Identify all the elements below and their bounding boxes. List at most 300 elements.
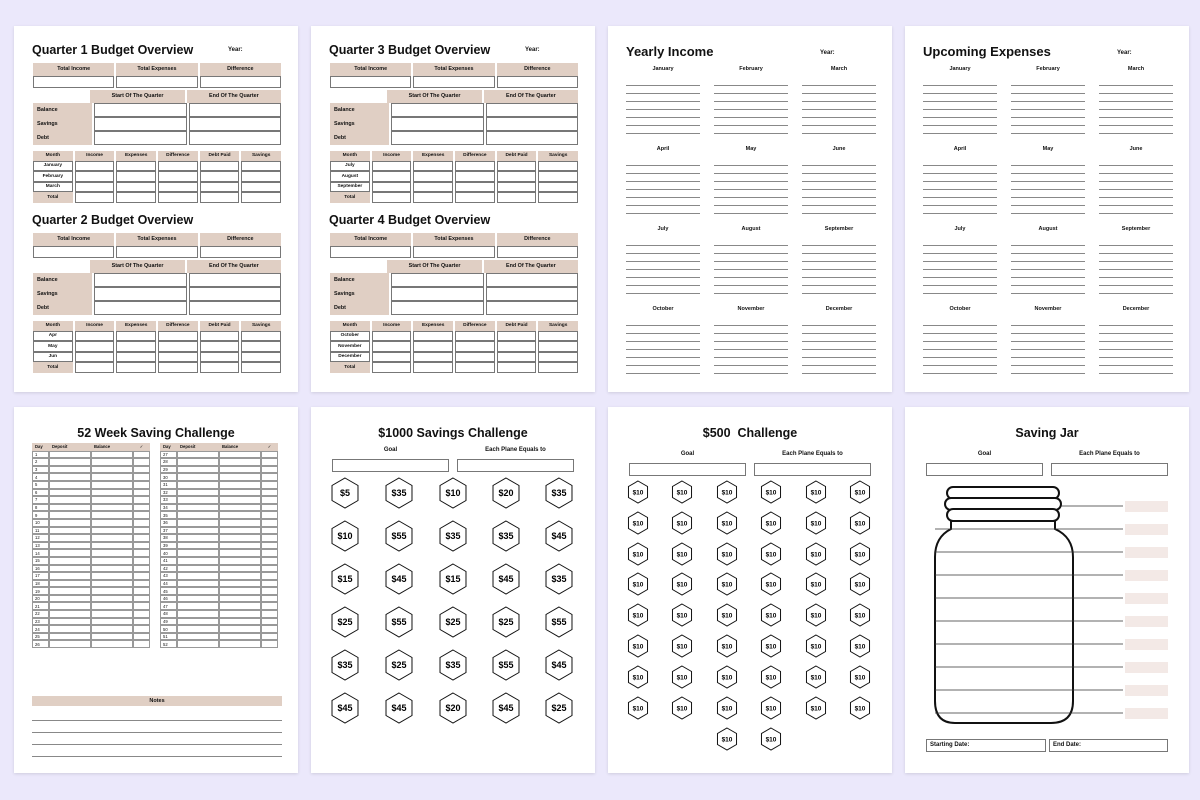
balance-field[interactable] bbox=[219, 580, 261, 588]
challenge-hexagon[interactable] bbox=[625, 633, 651, 659]
entry-line[interactable] bbox=[802, 158, 876, 166]
entry-line[interactable] bbox=[626, 102, 700, 110]
entry-line[interactable] bbox=[714, 254, 788, 262]
balance-field[interactable] bbox=[91, 565, 133, 573]
entry-line[interactable] bbox=[1099, 206, 1173, 214]
challenge-hexagon[interactable] bbox=[625, 479, 651, 505]
check-box[interactable] bbox=[133, 504, 150, 512]
deposit-field[interactable] bbox=[49, 587, 91, 595]
entry-line[interactable] bbox=[714, 190, 788, 198]
entry-line[interactable] bbox=[714, 86, 788, 94]
summary-value-field[interactable] bbox=[330, 246, 411, 259]
total-value-field[interactable] bbox=[455, 192, 495, 203]
entry-line[interactable] bbox=[1099, 102, 1173, 110]
entry-line[interactable] bbox=[802, 334, 876, 342]
jar-amount-tag[interactable] bbox=[1125, 639, 1168, 650]
total-value-field[interactable] bbox=[497, 362, 537, 373]
goal-field[interactable] bbox=[629, 463, 746, 476]
savings-hexagon[interactable] bbox=[382, 691, 416, 725]
savings-hexagon[interactable] bbox=[489, 476, 523, 510]
end-quarter-field[interactable] bbox=[486, 287, 578, 301]
challenge-hexagon[interactable] bbox=[669, 633, 695, 659]
month-value-field[interactable] bbox=[158, 171, 198, 182]
check-box[interactable] bbox=[133, 602, 150, 610]
check-box[interactable] bbox=[261, 466, 278, 474]
check-box[interactable] bbox=[133, 572, 150, 580]
entry-line[interactable] bbox=[1011, 78, 1085, 86]
entry-line[interactable] bbox=[802, 326, 876, 334]
entry-line[interactable] bbox=[802, 102, 876, 110]
total-value-field[interactable] bbox=[413, 192, 453, 203]
savings-hexagon[interactable] bbox=[328, 605, 362, 639]
balance-field[interactable] bbox=[91, 519, 133, 527]
start-quarter-field[interactable] bbox=[391, 273, 483, 287]
deposit-field[interactable] bbox=[177, 542, 219, 550]
check-box[interactable] bbox=[133, 595, 150, 603]
deposit-field[interactable] bbox=[177, 580, 219, 588]
entry-line[interactable] bbox=[714, 78, 788, 86]
challenge-hexagon[interactable] bbox=[625, 571, 651, 597]
deposit-field[interactable] bbox=[177, 473, 219, 481]
entry-line[interactable] bbox=[802, 190, 876, 198]
entry-line[interactable] bbox=[1011, 102, 1085, 110]
entry-line[interactable] bbox=[626, 358, 700, 366]
each-plane-field[interactable] bbox=[754, 463, 871, 476]
challenge-hexagon[interactable] bbox=[847, 541, 873, 567]
month-value-field[interactable] bbox=[372, 171, 412, 182]
check-box[interactable] bbox=[133, 481, 150, 489]
entry-line[interactable] bbox=[923, 118, 997, 126]
entry-line[interactable] bbox=[1011, 94, 1085, 102]
balance-field[interactable] bbox=[219, 549, 261, 557]
challenge-hexagon[interactable] bbox=[714, 633, 740, 659]
month-value-field[interactable] bbox=[116, 161, 156, 172]
balance-field[interactable] bbox=[219, 527, 261, 535]
entry-line[interactable] bbox=[626, 174, 700, 182]
entry-line[interactable] bbox=[626, 78, 700, 86]
note-line[interactable] bbox=[32, 744, 282, 745]
start-quarter-field[interactable] bbox=[391, 117, 483, 131]
entry-line[interactable] bbox=[626, 286, 700, 294]
month-value-field[interactable] bbox=[497, 331, 537, 342]
month-value-field[interactable] bbox=[372, 341, 412, 352]
entry-line[interactable] bbox=[923, 342, 997, 350]
challenge-hexagon[interactable] bbox=[758, 726, 784, 752]
entry-line[interactable] bbox=[1099, 174, 1173, 182]
note-line[interactable] bbox=[32, 720, 282, 721]
month-value-field[interactable] bbox=[497, 182, 537, 193]
end-quarter-field[interactable] bbox=[189, 273, 281, 287]
deposit-field[interactable] bbox=[177, 504, 219, 512]
entry-line[interactable] bbox=[1099, 198, 1173, 206]
entry-line[interactable] bbox=[1099, 326, 1173, 334]
check-box[interactable] bbox=[261, 511, 278, 519]
balance-field[interactable] bbox=[219, 640, 261, 648]
month-value-field[interactable] bbox=[538, 341, 578, 352]
entry-line[interactable] bbox=[923, 182, 997, 190]
balance-field[interactable] bbox=[91, 557, 133, 565]
challenge-hexagon[interactable] bbox=[847, 695, 873, 721]
challenge-hexagon[interactable] bbox=[803, 633, 829, 659]
entry-line[interactable] bbox=[1099, 190, 1173, 198]
entry-line[interactable] bbox=[1011, 278, 1085, 286]
balance-field[interactable] bbox=[219, 473, 261, 481]
entry-line[interactable] bbox=[1011, 118, 1085, 126]
month-value-field[interactable] bbox=[497, 161, 537, 172]
deposit-field[interactable] bbox=[177, 496, 219, 504]
challenge-hexagon[interactable] bbox=[758, 695, 784, 721]
entry-line[interactable] bbox=[1099, 318, 1173, 326]
balance-field[interactable] bbox=[219, 557, 261, 565]
month-value-field[interactable] bbox=[241, 171, 281, 182]
month-value-field[interactable] bbox=[75, 161, 115, 172]
entry-line[interactable] bbox=[626, 326, 700, 334]
challenge-hexagon[interactable] bbox=[803, 602, 829, 628]
entry-line[interactable] bbox=[714, 182, 788, 190]
deposit-field[interactable] bbox=[177, 549, 219, 557]
savings-hexagon[interactable] bbox=[382, 648, 416, 682]
month-value-field[interactable] bbox=[413, 182, 453, 193]
challenge-hexagon[interactable] bbox=[669, 695, 695, 721]
entry-line[interactable] bbox=[923, 358, 997, 366]
deposit-field[interactable] bbox=[49, 557, 91, 565]
entry-line[interactable] bbox=[802, 350, 876, 358]
month-value-field[interactable] bbox=[116, 171, 156, 182]
challenge-hexagon[interactable] bbox=[758, 510, 784, 536]
total-value-field[interactable] bbox=[200, 362, 240, 373]
entry-line[interactable] bbox=[923, 270, 997, 278]
entry-line[interactable] bbox=[626, 206, 700, 214]
deposit-field[interactable] bbox=[177, 527, 219, 535]
entry-line[interactable] bbox=[1099, 334, 1173, 342]
savings-hexagon[interactable] bbox=[382, 605, 416, 639]
check-box[interactable] bbox=[261, 527, 278, 535]
entry-line[interactable] bbox=[714, 174, 788, 182]
entry-line[interactable] bbox=[802, 126, 876, 134]
summary-value-field[interactable] bbox=[413, 246, 494, 259]
savings-hexagon[interactable] bbox=[542, 605, 576, 639]
challenge-hexagon[interactable] bbox=[803, 695, 829, 721]
deposit-field[interactable] bbox=[49, 633, 91, 641]
entry-line[interactable] bbox=[923, 198, 997, 206]
month-value-field[interactable] bbox=[413, 161, 453, 172]
savings-hexagon[interactable] bbox=[542, 476, 576, 510]
month-value-field[interactable] bbox=[455, 161, 495, 172]
starting-date-field[interactable]: Starting Date: bbox=[926, 739, 1046, 752]
entry-line[interactable] bbox=[802, 278, 876, 286]
deposit-field[interactable] bbox=[177, 458, 219, 466]
entry-line[interactable] bbox=[1011, 246, 1085, 254]
savings-hexagon[interactable] bbox=[489, 648, 523, 682]
check-box[interactable] bbox=[133, 587, 150, 595]
deposit-field[interactable] bbox=[177, 481, 219, 489]
entry-line[interactable] bbox=[626, 318, 700, 326]
month-value-field[interactable] bbox=[158, 352, 198, 363]
deposit-field[interactable] bbox=[177, 587, 219, 595]
jar-amount-tag[interactable] bbox=[1125, 708, 1168, 719]
challenge-hexagon[interactable] bbox=[847, 510, 873, 536]
start-quarter-field[interactable] bbox=[94, 103, 186, 117]
check-box[interactable] bbox=[261, 458, 278, 466]
check-box[interactable] bbox=[133, 580, 150, 588]
deposit-field[interactable] bbox=[49, 496, 91, 504]
month-value-field[interactable] bbox=[455, 331, 495, 342]
end-quarter-field[interactable] bbox=[189, 117, 281, 131]
summary-value-field[interactable] bbox=[200, 246, 281, 259]
jar-amount-tag[interactable] bbox=[1125, 501, 1168, 512]
start-quarter-field[interactable] bbox=[391, 287, 483, 301]
deposit-field[interactable] bbox=[49, 565, 91, 573]
start-quarter-field[interactable] bbox=[94, 131, 186, 145]
deposit-field[interactable] bbox=[49, 458, 91, 466]
entry-line[interactable] bbox=[1011, 238, 1085, 246]
month-value-field[interactable] bbox=[413, 171, 453, 182]
challenge-hexagon[interactable] bbox=[758, 571, 784, 597]
balance-field[interactable] bbox=[219, 542, 261, 550]
entry-line[interactable] bbox=[626, 238, 700, 246]
entry-line[interactable] bbox=[1099, 350, 1173, 358]
summary-value-field[interactable] bbox=[33, 76, 114, 89]
savings-hexagon[interactable] bbox=[489, 519, 523, 553]
deposit-field[interactable] bbox=[177, 602, 219, 610]
deposit-field[interactable] bbox=[49, 489, 91, 497]
entry-line[interactable] bbox=[714, 342, 788, 350]
check-box[interactable] bbox=[261, 542, 278, 550]
check-box[interactable] bbox=[261, 481, 278, 489]
deposit-field[interactable] bbox=[177, 489, 219, 497]
entry-line[interactable] bbox=[1099, 358, 1173, 366]
total-value-field[interactable] bbox=[497, 192, 537, 203]
summary-value-field[interactable] bbox=[413, 76, 494, 89]
entry-line[interactable] bbox=[626, 110, 700, 118]
entry-line[interactable] bbox=[923, 158, 997, 166]
savings-hexagon[interactable] bbox=[328, 691, 362, 725]
deposit-field[interactable] bbox=[177, 451, 219, 459]
entry-line[interactable] bbox=[626, 350, 700, 358]
deposit-field[interactable] bbox=[49, 504, 91, 512]
total-value-field[interactable] bbox=[116, 362, 156, 373]
savings-hexagon[interactable] bbox=[328, 562, 362, 596]
challenge-hexagon[interactable] bbox=[847, 602, 873, 628]
entry-line[interactable] bbox=[714, 238, 788, 246]
deposit-field[interactable] bbox=[49, 473, 91, 481]
month-value-field[interactable] bbox=[116, 182, 156, 193]
entry-line[interactable] bbox=[1011, 286, 1085, 294]
entry-line[interactable] bbox=[802, 286, 876, 294]
month-value-field[interactable] bbox=[413, 331, 453, 342]
entry-line[interactable] bbox=[714, 246, 788, 254]
challenge-hexagon[interactable] bbox=[714, 510, 740, 536]
month-value-field[interactable] bbox=[241, 352, 281, 363]
entry-line[interactable] bbox=[802, 198, 876, 206]
end-date-field[interactable]: End Date: bbox=[1049, 739, 1168, 752]
entry-line[interactable] bbox=[714, 358, 788, 366]
balance-field[interactable] bbox=[219, 618, 261, 626]
month-value-field[interactable] bbox=[241, 182, 281, 193]
challenge-hexagon[interactable] bbox=[625, 541, 651, 567]
entry-line[interactable] bbox=[714, 206, 788, 214]
challenge-hexagon[interactable] bbox=[714, 695, 740, 721]
month-value-field[interactable] bbox=[372, 331, 412, 342]
month-value-field[interactable] bbox=[538, 171, 578, 182]
entry-line[interactable] bbox=[714, 270, 788, 278]
check-box[interactable] bbox=[261, 610, 278, 618]
month-value-field[interactable] bbox=[200, 161, 240, 172]
entry-line[interactable] bbox=[1099, 342, 1173, 350]
month-value-field[interactable] bbox=[497, 171, 537, 182]
check-box[interactable] bbox=[261, 572, 278, 580]
month-value-field[interactable] bbox=[413, 352, 453, 363]
month-value-field[interactable] bbox=[538, 331, 578, 342]
savings-hexagon[interactable] bbox=[542, 519, 576, 553]
deposit-field[interactable] bbox=[49, 595, 91, 603]
check-box[interactable] bbox=[261, 633, 278, 641]
entry-line[interactable] bbox=[1011, 326, 1085, 334]
jar-amount-tag[interactable] bbox=[1125, 616, 1168, 627]
deposit-field[interactable] bbox=[177, 595, 219, 603]
month-value-field[interactable] bbox=[497, 352, 537, 363]
deposit-field[interactable] bbox=[49, 481, 91, 489]
end-quarter-field[interactable] bbox=[189, 301, 281, 315]
balance-field[interactable] bbox=[91, 625, 133, 633]
entry-line[interactable] bbox=[1011, 270, 1085, 278]
month-value-field[interactable] bbox=[455, 352, 495, 363]
entry-line[interactable] bbox=[714, 118, 788, 126]
balance-field[interactable] bbox=[219, 572, 261, 580]
total-value-field[interactable] bbox=[200, 192, 240, 203]
start-quarter-field[interactable] bbox=[391, 103, 483, 117]
entry-line[interactable] bbox=[1099, 238, 1173, 246]
total-value-field[interactable] bbox=[116, 192, 156, 203]
entry-line[interactable] bbox=[1011, 334, 1085, 342]
challenge-hexagon[interactable] bbox=[669, 510, 695, 536]
check-box[interactable] bbox=[261, 504, 278, 512]
entry-line[interactable] bbox=[714, 166, 788, 174]
jar-amount-tag[interactable] bbox=[1125, 547, 1168, 558]
entry-line[interactable] bbox=[1099, 278, 1173, 286]
entry-line[interactable] bbox=[1011, 198, 1085, 206]
balance-field[interactable] bbox=[219, 602, 261, 610]
entry-line[interactable] bbox=[626, 278, 700, 286]
entry-line[interactable] bbox=[923, 238, 997, 246]
total-value-field[interactable] bbox=[455, 362, 495, 373]
entry-line[interactable] bbox=[923, 174, 997, 182]
deposit-field[interactable] bbox=[49, 610, 91, 618]
balance-field[interactable] bbox=[91, 534, 133, 542]
entry-line[interactable] bbox=[1011, 110, 1085, 118]
start-quarter-field[interactable] bbox=[391, 131, 483, 145]
month-value-field[interactable] bbox=[75, 331, 115, 342]
entry-line[interactable] bbox=[714, 278, 788, 286]
month-value-field[interactable] bbox=[372, 182, 412, 193]
month-value-field[interactable] bbox=[200, 171, 240, 182]
challenge-hexagon[interactable] bbox=[669, 541, 695, 567]
check-box[interactable] bbox=[261, 618, 278, 626]
challenge-hexagon[interactable] bbox=[714, 664, 740, 690]
entry-line[interactable] bbox=[714, 102, 788, 110]
month-value-field[interactable] bbox=[455, 341, 495, 352]
check-box[interactable] bbox=[261, 595, 278, 603]
each-plane-field[interactable] bbox=[457, 459, 574, 472]
balance-field[interactable] bbox=[219, 481, 261, 489]
savings-hexagon[interactable] bbox=[436, 562, 470, 596]
check-box[interactable] bbox=[261, 587, 278, 595]
entry-line[interactable] bbox=[1099, 270, 1173, 278]
check-box[interactable] bbox=[133, 557, 150, 565]
entry-line[interactable] bbox=[923, 126, 997, 134]
check-box[interactable] bbox=[261, 580, 278, 588]
check-box[interactable] bbox=[133, 610, 150, 618]
balance-field[interactable] bbox=[91, 572, 133, 580]
entry-line[interactable] bbox=[923, 278, 997, 286]
deposit-field[interactable] bbox=[177, 610, 219, 618]
challenge-hexagon[interactable] bbox=[625, 664, 651, 690]
deposit-field[interactable] bbox=[49, 511, 91, 519]
entry-line[interactable] bbox=[923, 110, 997, 118]
entry-line[interactable] bbox=[1011, 158, 1085, 166]
entry-line[interactable] bbox=[1011, 262, 1085, 270]
deposit-field[interactable] bbox=[49, 572, 91, 580]
entry-line[interactable] bbox=[1011, 182, 1085, 190]
deposit-field[interactable] bbox=[49, 625, 91, 633]
balance-field[interactable] bbox=[91, 458, 133, 466]
deposit-field[interactable] bbox=[177, 625, 219, 633]
balance-field[interactable] bbox=[91, 451, 133, 459]
check-box[interactable] bbox=[261, 565, 278, 573]
challenge-hexagon[interactable] bbox=[714, 726, 740, 752]
entry-line[interactable] bbox=[1099, 118, 1173, 126]
month-value-field[interactable] bbox=[241, 341, 281, 352]
month-value-field[interactable] bbox=[497, 341, 537, 352]
entry-line[interactable] bbox=[626, 342, 700, 350]
check-box[interactable] bbox=[261, 534, 278, 542]
check-box[interactable] bbox=[133, 527, 150, 535]
entry-line[interactable] bbox=[802, 246, 876, 254]
entry-line[interactable] bbox=[923, 166, 997, 174]
entry-line[interactable] bbox=[1099, 86, 1173, 94]
entry-line[interactable] bbox=[923, 334, 997, 342]
entry-line[interactable] bbox=[802, 78, 876, 86]
entry-line[interactable] bbox=[923, 262, 997, 270]
check-box[interactable] bbox=[133, 625, 150, 633]
entry-line[interactable] bbox=[1099, 110, 1173, 118]
balance-field[interactable] bbox=[219, 565, 261, 573]
month-value-field[interactable] bbox=[158, 161, 198, 172]
month-value-field[interactable] bbox=[372, 161, 412, 172]
check-box[interactable] bbox=[261, 473, 278, 481]
total-value-field[interactable] bbox=[75, 362, 115, 373]
entry-line[interactable] bbox=[802, 118, 876, 126]
entry-line[interactable] bbox=[1011, 206, 1085, 214]
entry-line[interactable] bbox=[714, 94, 788, 102]
entry-line[interactable] bbox=[1011, 166, 1085, 174]
entry-line[interactable] bbox=[626, 86, 700, 94]
challenge-hexagon[interactable] bbox=[758, 479, 784, 505]
balance-field[interactable] bbox=[91, 633, 133, 641]
deposit-field[interactable] bbox=[49, 640, 91, 648]
balance-field[interactable] bbox=[91, 549, 133, 557]
balance-field[interactable] bbox=[219, 625, 261, 633]
balance-field[interactable] bbox=[219, 458, 261, 466]
balance-field[interactable] bbox=[91, 489, 133, 497]
challenge-hexagon[interactable] bbox=[803, 571, 829, 597]
balance-field[interactable] bbox=[91, 504, 133, 512]
deposit-field[interactable] bbox=[177, 511, 219, 519]
entry-line[interactable] bbox=[1099, 166, 1173, 174]
summary-value-field[interactable] bbox=[33, 246, 114, 259]
entry-line[interactable] bbox=[626, 246, 700, 254]
check-box[interactable] bbox=[133, 534, 150, 542]
